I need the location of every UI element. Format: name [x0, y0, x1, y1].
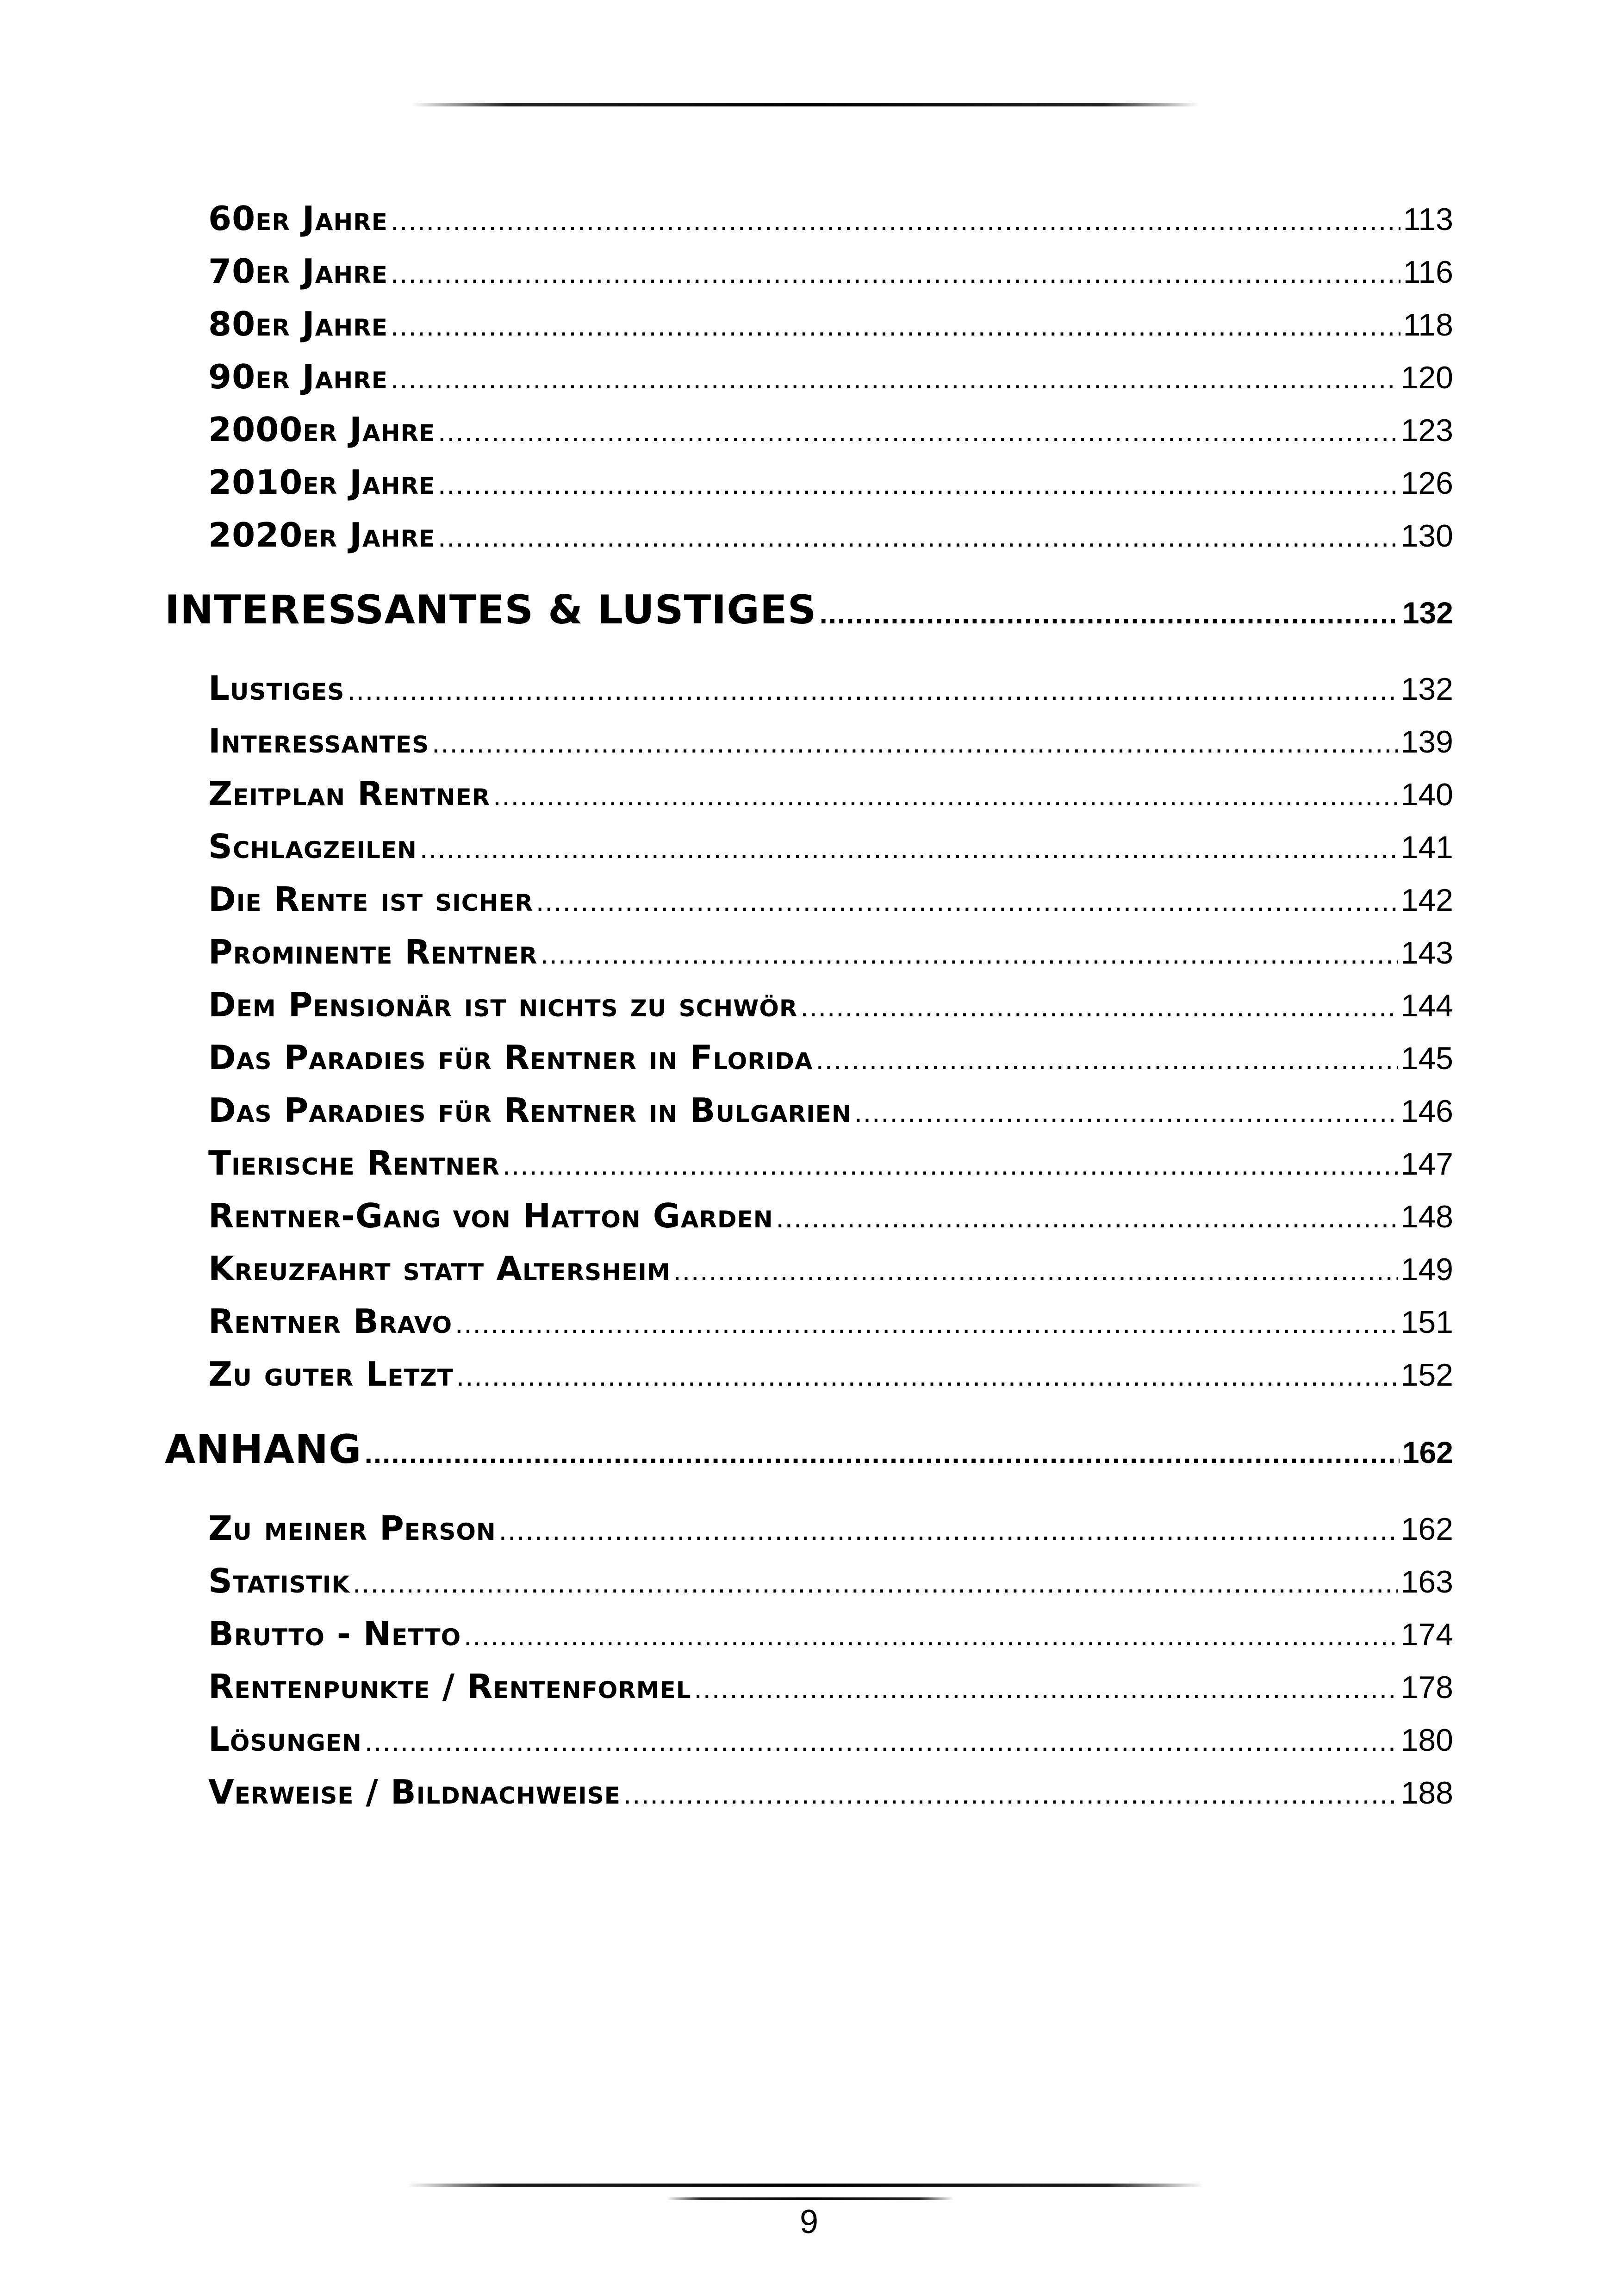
- toc-entry-title: 90er Jahre: [208, 357, 388, 396]
- dot-leader: [694, 1672, 1398, 1705]
- toc-entry-page: 148: [1400, 1199, 1453, 1234]
- toc-entry-page: 163: [1400, 1564, 1453, 1599]
- toc-entry-2010er-jahre[interactable]: [208, 463, 1453, 509]
- toc-entry-page: 144: [1400, 988, 1453, 1023]
- toc-entry-page: 180: [1400, 1723, 1453, 1758]
- dot-leader: [673, 1254, 1398, 1287]
- toc-chapter-anhang[interactable]: [165, 1426, 1453, 1477]
- toc-entry-title: Brutto - Netto: [208, 1614, 461, 1653]
- toc-entry-80er-jahre[interactable]: [208, 305, 1453, 351]
- toc-entry-page: 118: [1403, 307, 1453, 342]
- dot-leader: [432, 727, 1398, 759]
- toc-entry-lustiges[interactable]: [208, 669, 1453, 715]
- toc-chapter-interessantes-lustiges[interactable]: [165, 587, 1453, 638]
- toc-entry-title: Verweise / Bildnachweise: [208, 1773, 621, 1811]
- toc-entry-page: 140: [1400, 777, 1453, 812]
- toc-chapter-page: 162: [1402, 1435, 1453, 1469]
- toc-entry-paradies-bulgarien[interactable]: [208, 1091, 1453, 1137]
- toc-entry-statistik[interactable]: [208, 1562, 1453, 1608]
- toc-entry-page: 142: [1400, 883, 1453, 918]
- toc-entry-rentner-bravo[interactable]: [208, 1302, 1453, 1348]
- dot-leader: [623, 1778, 1398, 1811]
- toc-entry-title: Das Paradies für Rentner in Bulgarien: [208, 1091, 852, 1130]
- toc-entry-title: Rentenpunkte / Rentenformel: [208, 1667, 691, 1706]
- dot-leader: [800, 990, 1398, 1023]
- toc-entry-page: 147: [1400, 1146, 1453, 1182]
- toc-chapter-title: ANHANG: [165, 1426, 362, 1473]
- toc-entry-zeitplan-rentner[interactable]: [208, 774, 1453, 821]
- toc-entry-title: 60er Jahre: [208, 199, 388, 238]
- toc-entry-title: Kreuzfahrt statt Altersheim: [208, 1249, 671, 1288]
- toc-entry-title: Dem Pensionär ist nichts zu schwör: [208, 985, 798, 1024]
- toc-entry-page: 141: [1400, 830, 1453, 865]
- toc-entry-brutto-netto[interactable]: [208, 1614, 1453, 1661]
- toc-entry-interessantes[interactable]: [208, 722, 1453, 768]
- dot-leader: [420, 832, 1398, 865]
- page-number: 9: [799, 2203, 819, 2240]
- toc-entry-rentner-gang[interactable]: [208, 1196, 1453, 1243]
- dot-leader: [365, 1437, 1400, 1470]
- toc-entry-page: 139: [1400, 724, 1453, 759]
- dot-leader: [391, 310, 1400, 342]
- dot-leader: [347, 674, 1398, 707]
- toc-entry-90er-jahre[interactable]: [208, 357, 1453, 404]
- toc-entry-2020er-jahre[interactable]: [208, 516, 1453, 562]
- toc-entry-title: Interessantes: [208, 722, 429, 760]
- toc-entry-rentenpunkte[interactable]: [208, 1667, 1453, 1713]
- dot-leader: [820, 597, 1400, 630]
- toc-entry-title: Zeitplan Rentner: [208, 774, 491, 813]
- toc-entry-page: 126: [1400, 466, 1453, 501]
- toc-entry-title: Rentner Bravo: [208, 1302, 453, 1341]
- toc-entry-page: 149: [1400, 1252, 1453, 1287]
- dot-leader: [391, 204, 1400, 237]
- toc-entry-prominente-rentner[interactable]: [208, 933, 1453, 979]
- toc-entry-page: 145: [1400, 1041, 1453, 1076]
- dot-leader: [776, 1201, 1398, 1234]
- toc-entry-title: Rentner-Gang von Hatton Garden: [208, 1196, 773, 1235]
- toc-entry-zu-meiner-person[interactable]: [208, 1509, 1453, 1555]
- toc-entry-title: Das Paradies für Rentner in Florida: [208, 1038, 813, 1077]
- toc-entry-title: Zu guter Letzt: [208, 1355, 454, 1394]
- toc-entry-tierische-rentner[interactable]: [208, 1144, 1453, 1190]
- dot-leader: [438, 415, 1398, 448]
- dot-leader: [816, 1043, 1398, 1076]
- dot-leader: [438, 468, 1398, 501]
- toc-entry-title: 2000er Jahre: [208, 410, 436, 449]
- toc-entry-page: 116: [1403, 255, 1453, 290]
- toc-entry-title: 80er Jahre: [208, 305, 388, 343]
- toc-entry-page: 188: [1400, 1775, 1453, 1811]
- dot-leader: [854, 1096, 1398, 1129]
- dot-leader: [455, 1307, 1398, 1340]
- toc-entry-page: 178: [1400, 1670, 1453, 1705]
- toc-entry-title: Schlagzeilen: [208, 827, 417, 866]
- toc-entry-page: 152: [1400, 1357, 1453, 1393]
- footer-divider: [407, 2184, 1203, 2187]
- dot-leader: [464, 1619, 1398, 1652]
- dot-leader: [353, 1567, 1398, 1599]
- dot-leader: [391, 257, 1400, 290]
- dot-leader: [456, 1360, 1398, 1393]
- toc-entry-page: 120: [1400, 360, 1453, 395]
- toc-entry-title: Lustiges: [208, 669, 345, 708]
- toc-entry-page: 130: [1400, 518, 1453, 554]
- toc-entry-die-rente-ist-sicher[interactable]: [208, 880, 1453, 926]
- toc-entry-page: 123: [1400, 413, 1453, 448]
- dot-leader: [391, 362, 1398, 395]
- toc-entry-title: Prominente Rentner: [208, 933, 538, 971]
- toc-entry-page: 113: [1403, 202, 1453, 237]
- toc-entry-loesungen[interactable]: [208, 1720, 1453, 1766]
- toc-entry-page: 162: [1400, 1512, 1453, 1547]
- footer-divider-short: [666, 2197, 953, 2200]
- toc-chapter-title: INTERESSANTES & LUSTIGES: [165, 587, 817, 633]
- toc-entry-verweise[interactable]: [208, 1773, 1453, 1819]
- dot-leader: [438, 521, 1398, 554]
- dot-leader: [540, 938, 1398, 971]
- toc-entry-title: 2020er Jahre: [208, 516, 436, 554]
- toc-entry-title: Statistik: [208, 1562, 350, 1600]
- toc-entry-70er-jahre[interactable]: [208, 252, 1453, 298]
- dot-leader: [503, 1149, 1398, 1182]
- toc-entry-zu-guter-letzt[interactable]: [208, 1355, 1453, 1401]
- toc-entry-title: Die Rente ist sicher: [208, 880, 533, 919]
- toc-entry-title: 70er Jahre: [208, 252, 388, 291]
- toc-entry-title: Lösungen: [208, 1720, 362, 1759]
- dot-leader: [499, 1514, 1398, 1547]
- toc-entry-title: 2010er Jahre: [208, 463, 436, 502]
- toc-chapter-page: 132: [1402, 596, 1453, 630]
- toc-entry-dem-pensionaer[interactable]: [208, 985, 1453, 1032]
- toc-entry-title: Tierische Rentner: [208, 1144, 500, 1182]
- toc-entry-60er-jahre[interactable]: [208, 199, 1453, 245]
- toc-entry-schlagzeilen[interactable]: [208, 827, 1453, 873]
- toc-entry-page: 132: [1400, 672, 1453, 707]
- toc-entry-page: 151: [1400, 1305, 1453, 1340]
- toc-entry-page: 174: [1400, 1617, 1453, 1652]
- toc-entry-2000er-jahre[interactable]: [208, 410, 1453, 456]
- dot-leader: [365, 1725, 1398, 1758]
- toc-entry-paradies-florida[interactable]: [208, 1038, 1453, 1084]
- toc-entry-kreuzfahrt[interactable]: [208, 1249, 1453, 1295]
- dot-leader: [536, 885, 1398, 918]
- toc-entry-page: 146: [1400, 1094, 1453, 1129]
- toc-entry-page: 143: [1400, 935, 1453, 971]
- toc-entry-title: Zu meiner Person: [208, 1509, 496, 1548]
- dot-leader: [493, 779, 1398, 812]
